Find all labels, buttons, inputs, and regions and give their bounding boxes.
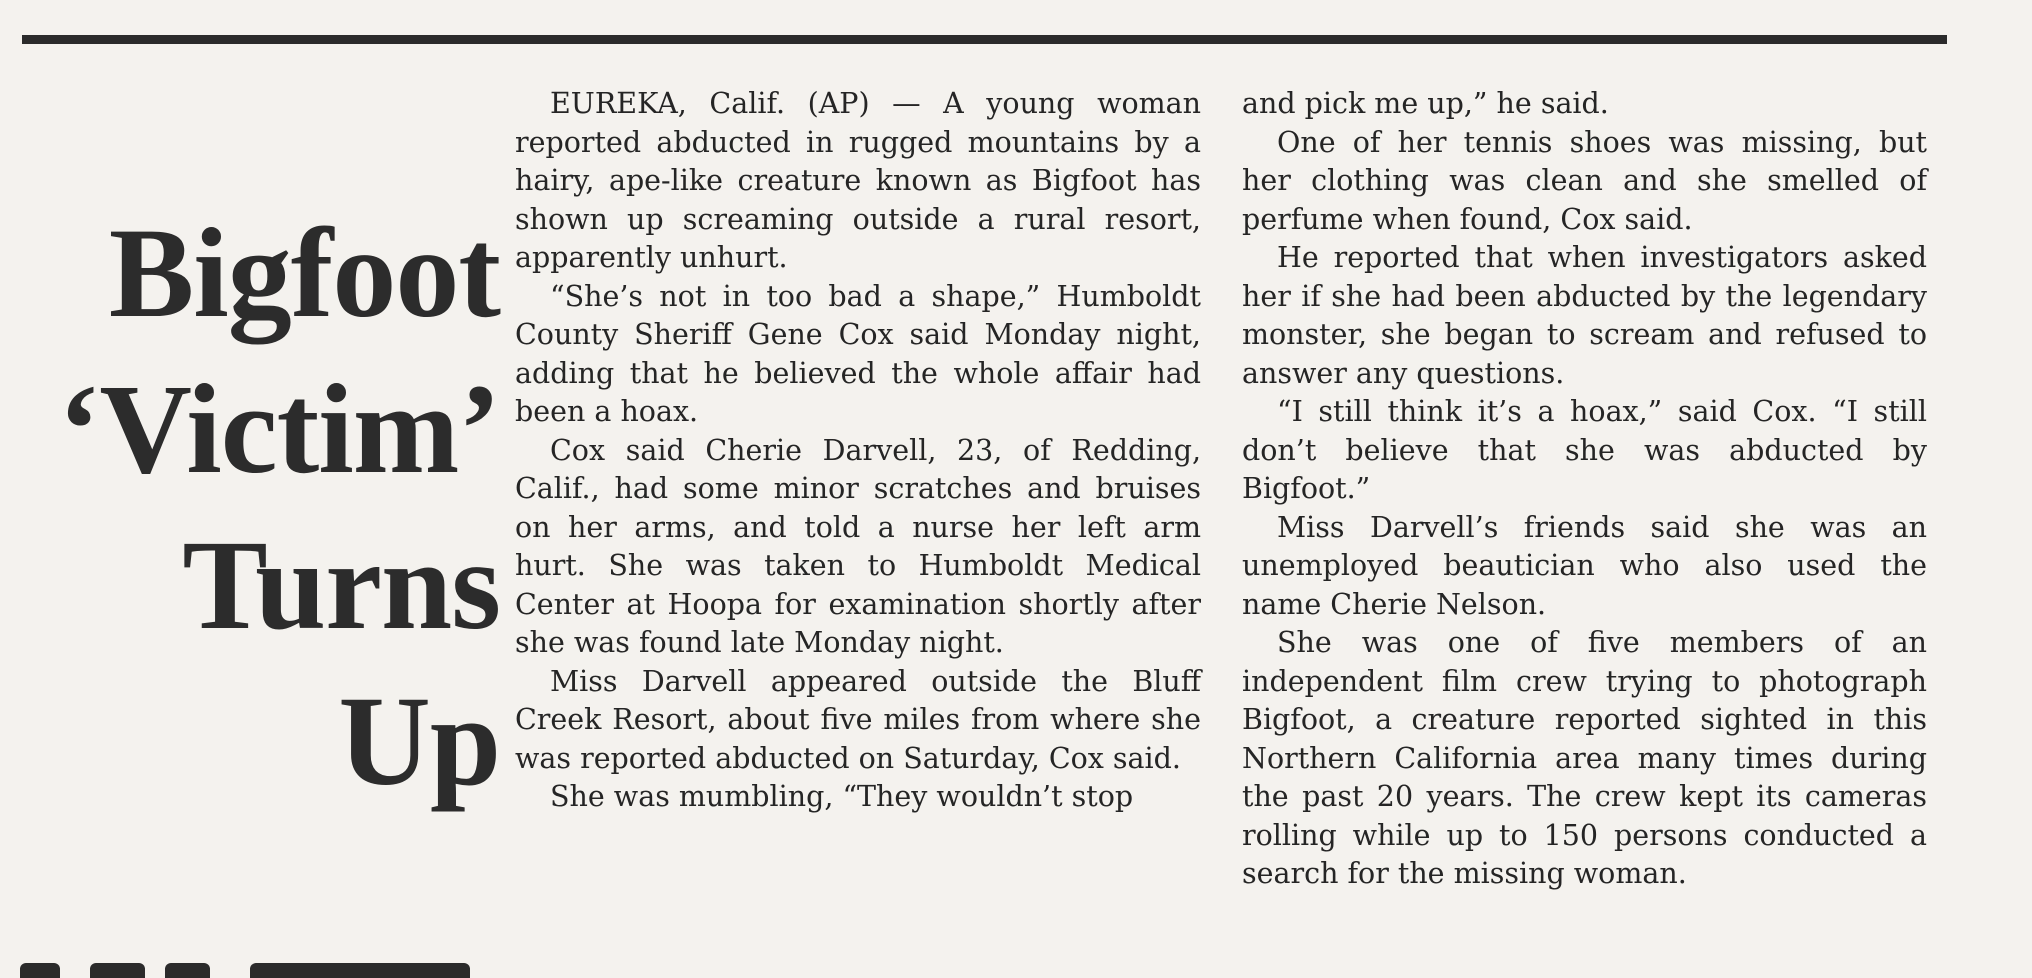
article-paragraph: and pick me up,” he said. <box>1242 87 1609 120</box>
article-paragraph: EUREKA, Calif. (AP) — A young woman reported abducted in rugged mountains by a hairy, ape-like creature known as Bigfoot has shown up screaming outside a rural resort, apparently unhurt. <box>515 87 1201 274</box>
article-paragraph: He reported that when investigators asked her if she had been abducted by the legendary monster, she began to scream and refused to answer any questions. <box>1242 241 1927 390</box>
article-paragraph: She was mumbling, “They wouldn’t stop <box>550 780 1134 813</box>
article-paragraph: Miss Darvell appeared outside the Bluff Creek Resort, about five miles from where she was reported abducted on Saturday, Cox said. <box>515 664 1201 775</box>
headline-line-2: ‘Victim’ <box>57 358 500 500</box>
article-column-2 <box>1242 85 1927 894</box>
top-rule <box>22 35 1947 44</box>
article-column-1 <box>515 85 1201 817</box>
article-paragraph: “I still think it’s a hoax,” said Cox. “I still don’t believe that she was abducted by Bigfoot.” <box>1242 395 1927 505</box>
next-headline-fragment <box>0 945 560 978</box>
headline-line-4: Up <box>338 670 500 812</box>
headline-line-1: Bigfoot <box>108 202 500 344</box>
article-paragraph: Miss Darvell’s friends said she was an unemployed beautician who also used the name Cherie Nelson. <box>1242 510 1927 621</box>
article-paragraph: She was one of five members of an independent film crew trying to photograph Bigfoot, a creature reported sighted in this Northern California area many times during the past 20 years. The crew kept its cameras rolling while up to 150 persons conducted a search for the missing woman. <box>1242 626 1927 890</box>
article-paragraph: One of her tennis shoes was missing, but her clothing was clean and she smelled of perfume when found, Cox said. <box>1242 125 1927 236</box>
headline <box>30 195 500 819</box>
article-paragraph: “She’s not in too bad a shape,” Humboldt County Sheriff Gene Cox said Monday night, adding that he believed the whole affair had been a hoax. <box>515 279 1201 428</box>
article-paragraph: Cox said Cherie Darvell, 23, of Redding, Calif., had some minor scratches and bruises on her arms, and told a nurse her left arm hurt. She was taken to Humboldt Medical Center at Hoopa for examination shortly after she was found late Monday night. <box>515 433 1201 659</box>
headline-line-3: Turns <box>182 514 500 656</box>
